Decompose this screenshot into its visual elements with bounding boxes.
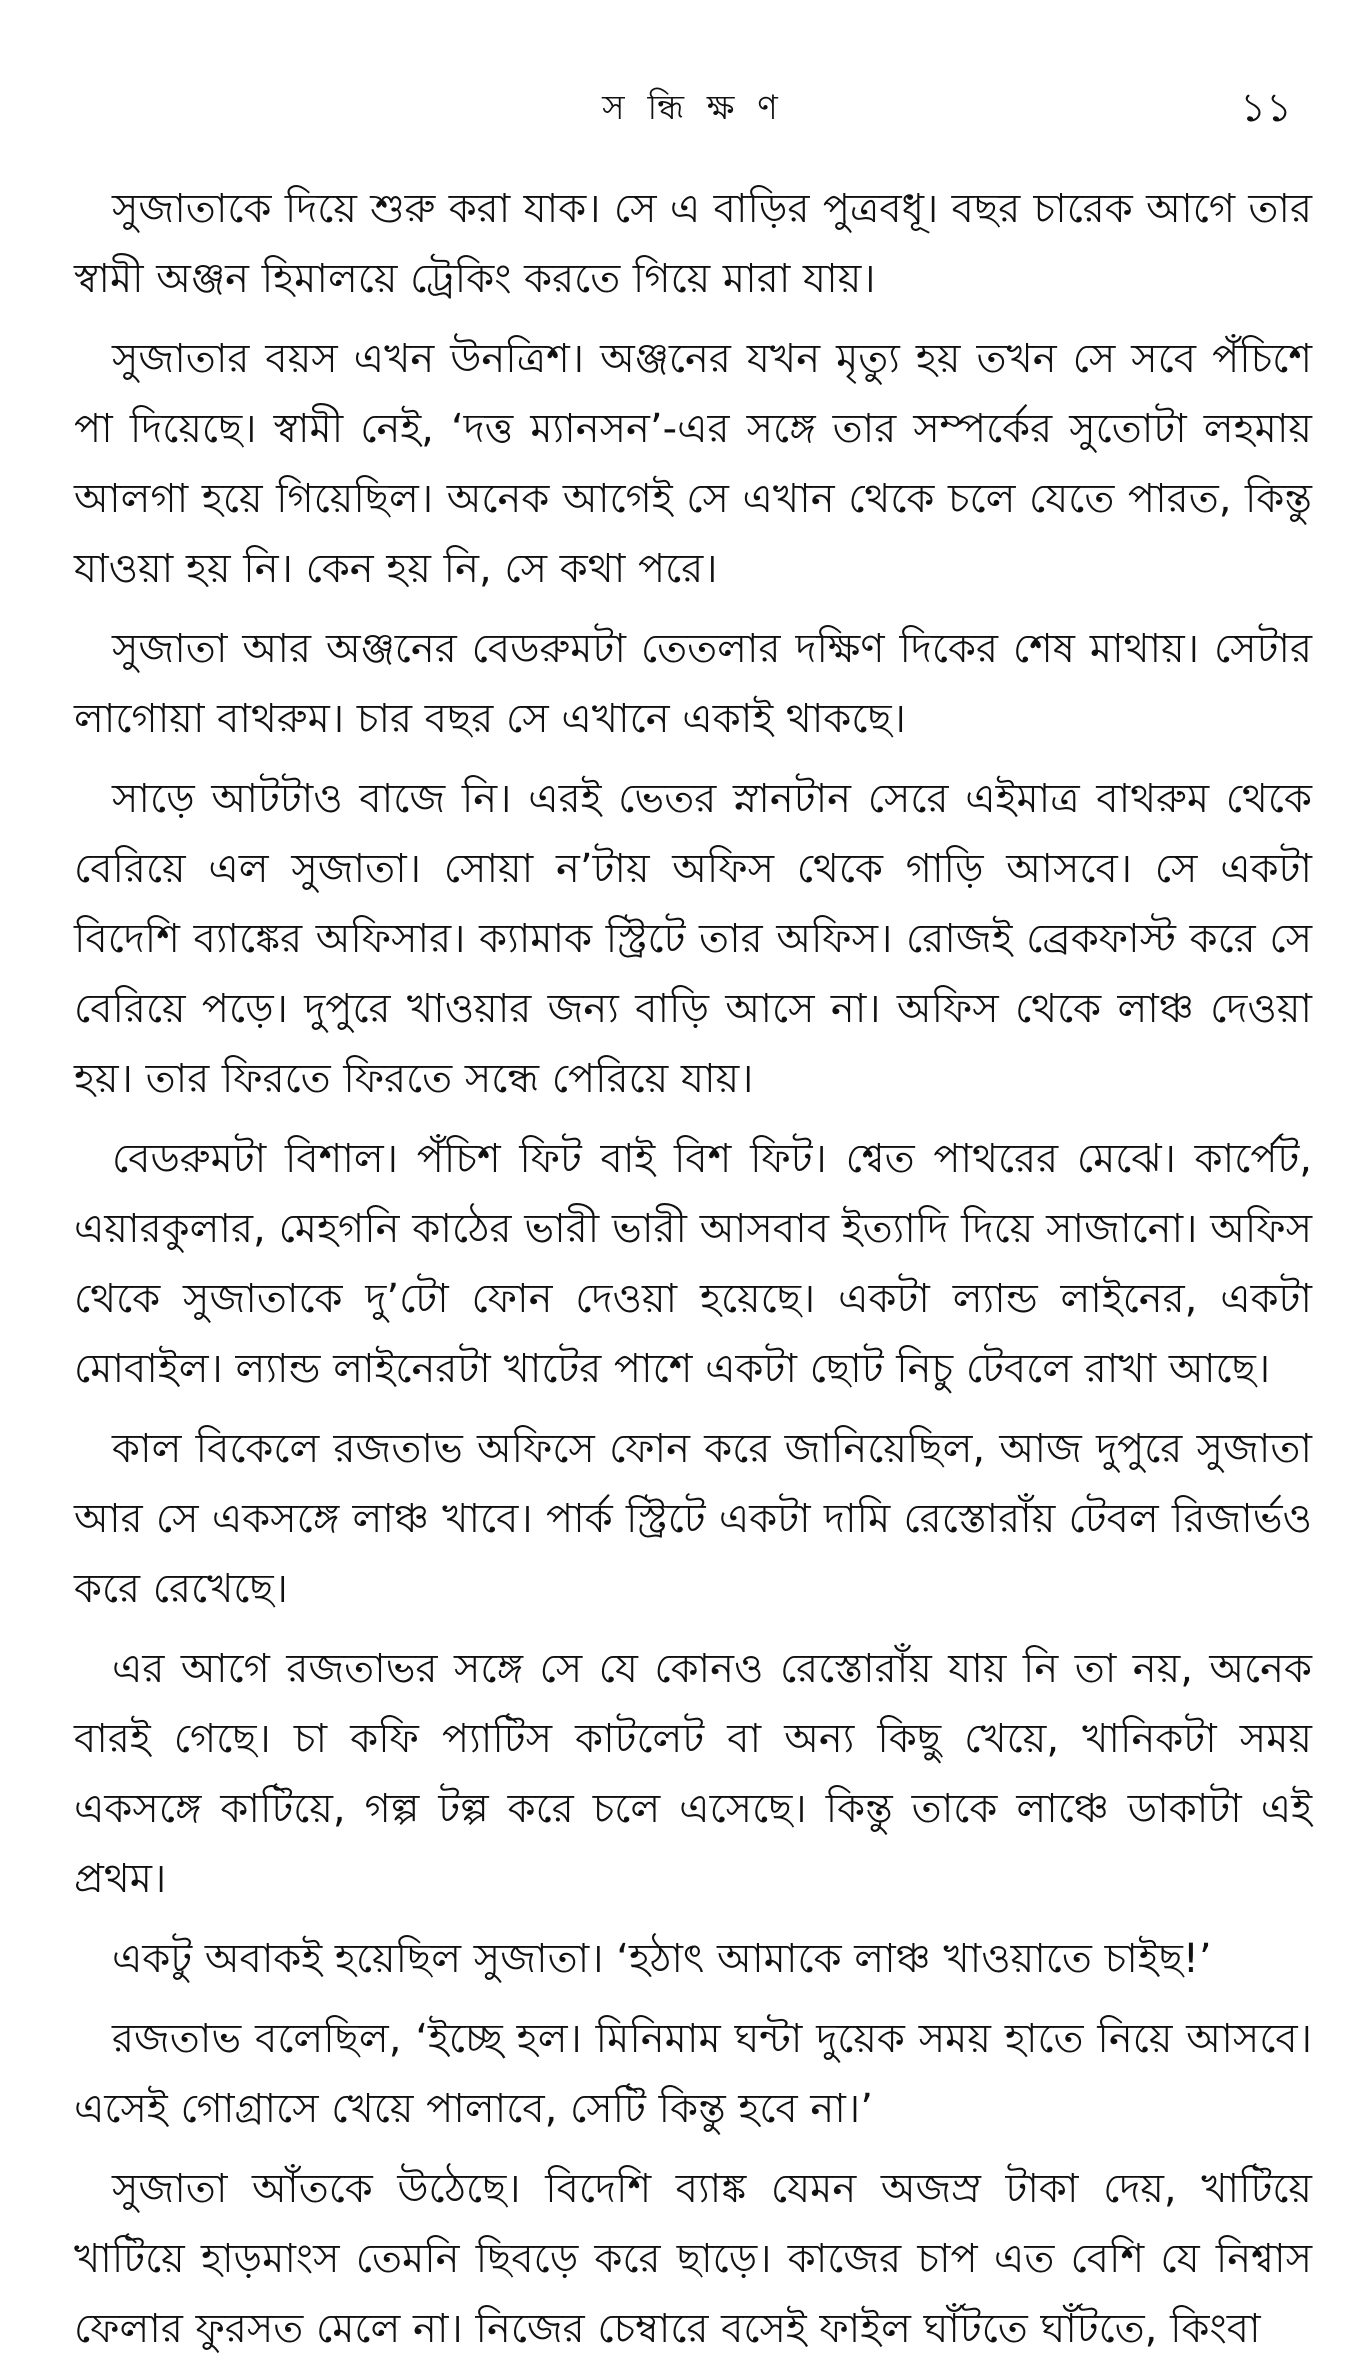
running-title: স ন্ধি ক্ষ ণ xyxy=(602,88,784,128)
paragraph: রজতাভ বলেছিল, ‘ইচ্ছে হল। মিনিমাম ঘন্টা দুয়েক সময় হাতে নিয়ে আসবে। এসেই গোগ্রাসে খেয়ে পালাবে, সেটি কিন্তু হবে না।’ xyxy=(74,2016,1312,2132)
paragraph: একটু অবাকই হয়েছিল সুজাতা। ‘হঠাৎ আমাকে লাঞ্চ খাওয়াতে চাইছ!’ xyxy=(112,1936,1212,1982)
paragraph: এর আগে রজতাভর সঙ্গে সে যে কোনও রেস্তোরাঁয় যায় নি তা নয়, অনেক বারই গেছে। চা কফি প্যাটিস কাটলেট বা অন্য কিছু খেয়ে, খানিকটা সময় একসঙ্গে কাটিয়ে, গল্প টল্প করে চলে এসেছে। কিন্তু তাকে লাঞ্চে ডাকাটা এই প্রথম। xyxy=(74,1646,1312,1902)
page-number: ১১ xyxy=(1240,85,1292,131)
paragraph: বেডরুমটা বিশাল। পঁচিশ ফিট বাই বিশ ফিট। শ্বেত পাথরের মেঝে। কার্পেট, এয়ারকুলার, মেহগনি কাঠের ভারী ভারী আসবাব ইত্যাদি দিয়ে সাজানো। অফিস থেকে সুজাতাকে দু’টো ফোন দেওয়া হয়েছে। একটা ল্যান্ড লাইনের, একটা মোবাইল। ল্যান্ড লাইনেরটা খাটের পাশে একটা ছোট নিচু টেবলে রাখা আছে। xyxy=(74,1136,1312,1392)
paragraph: সুজাতার বয়স এখন উনত্রিশ। অঞ্জনের যখন মৃত্যু হয় তখন সে সবে পঁচিশে পা দিয়েছে। স্বামী নেই, ‘দত্ত ম্যানসন’-এর সঙ্গে তার সম্পর্কের সুতোটা লহমায় আলগা হয়ে গিয়েছিল। অনেক আগেই সে এখান থেকে চলে যেতে পারত, কিন্তু যাওয়া হয় নি। কেন হয় নি, সে কথা পরে। xyxy=(74,336,1312,592)
paragraph: সুজাতা আঁতকে উঠেছে। বিদেশি ব্যাঙ্ক যেমন অজস্র টাকা দেয়, খাটিয়ে খাটিয়ে হাড়মাংস তেমনি ছিবড়ে করে ছাড়ে। কাজের চাপ এত বেশি যে নিশ্বাস ফেলার ফুরসত মেলে না। নিজের চেম্বারে বসেই ফাইল ঘাঁটতে ঘাঁটতে, কিংবা xyxy=(74,2166,1312,2352)
paragraph: কাল বিকেলে রজতাভ অফিসে ফোন করে জানিয়েছিল, আজ দুপুরে সুজাতা আর সে একসঙ্গে লাঞ্চ খাবে। পার্ক স্ট্রিটে একটা দামি রেস্তোরাঁয় টেবল রিজার্ভও করে রেখেছে। xyxy=(74,1426,1312,1612)
page-header xyxy=(74,72,1312,152)
paragraph: সুজাতা আর অঞ্জনের বেডরুমটা তেতলার দক্ষিণ দিকের শেষ মাথায়। সেটার লাগোয়া বাথরুম। চার বছর সে এখানে একাই থাকছে। xyxy=(74,626,1312,742)
body-text xyxy=(74,174,1312,2364)
paragraph: সুজাতাকে দিয়ে শুরু করা যাক। সে এ বাড়ির পুত্রবধূ। বছর চারেক আগে তার স্বামী অঞ্জন হিমালয়ে ট্রেকিং করতে গিয়ে মারা যায়। xyxy=(74,186,1312,302)
paragraph: সাড়ে আটটাও বাজে নি। এরই ভেতর স্নানটান সেরে এইমাত্র বাথরুম থেকে বেরিয়ে এল সুজাতা। সোয়া ন’টায় অফিস থেকে গাড়ি আসবে। সে একটা বিদেশি ব্যাঙ্কের অফিসার। ক্যামাক স্ট্রিটে তার অফিস। রোজই ব্রেকফাস্ট করে সে বেরিয়ে পড়ে। দুপুরে খাওয়ার জন্য বাড়ি আসে না। অফিস থেকে লাঞ্চ দেওয়া হয়। তার ফিরতে ফিরতে সন্ধে পেরিয়ে যায়। xyxy=(74,776,1312,1102)
